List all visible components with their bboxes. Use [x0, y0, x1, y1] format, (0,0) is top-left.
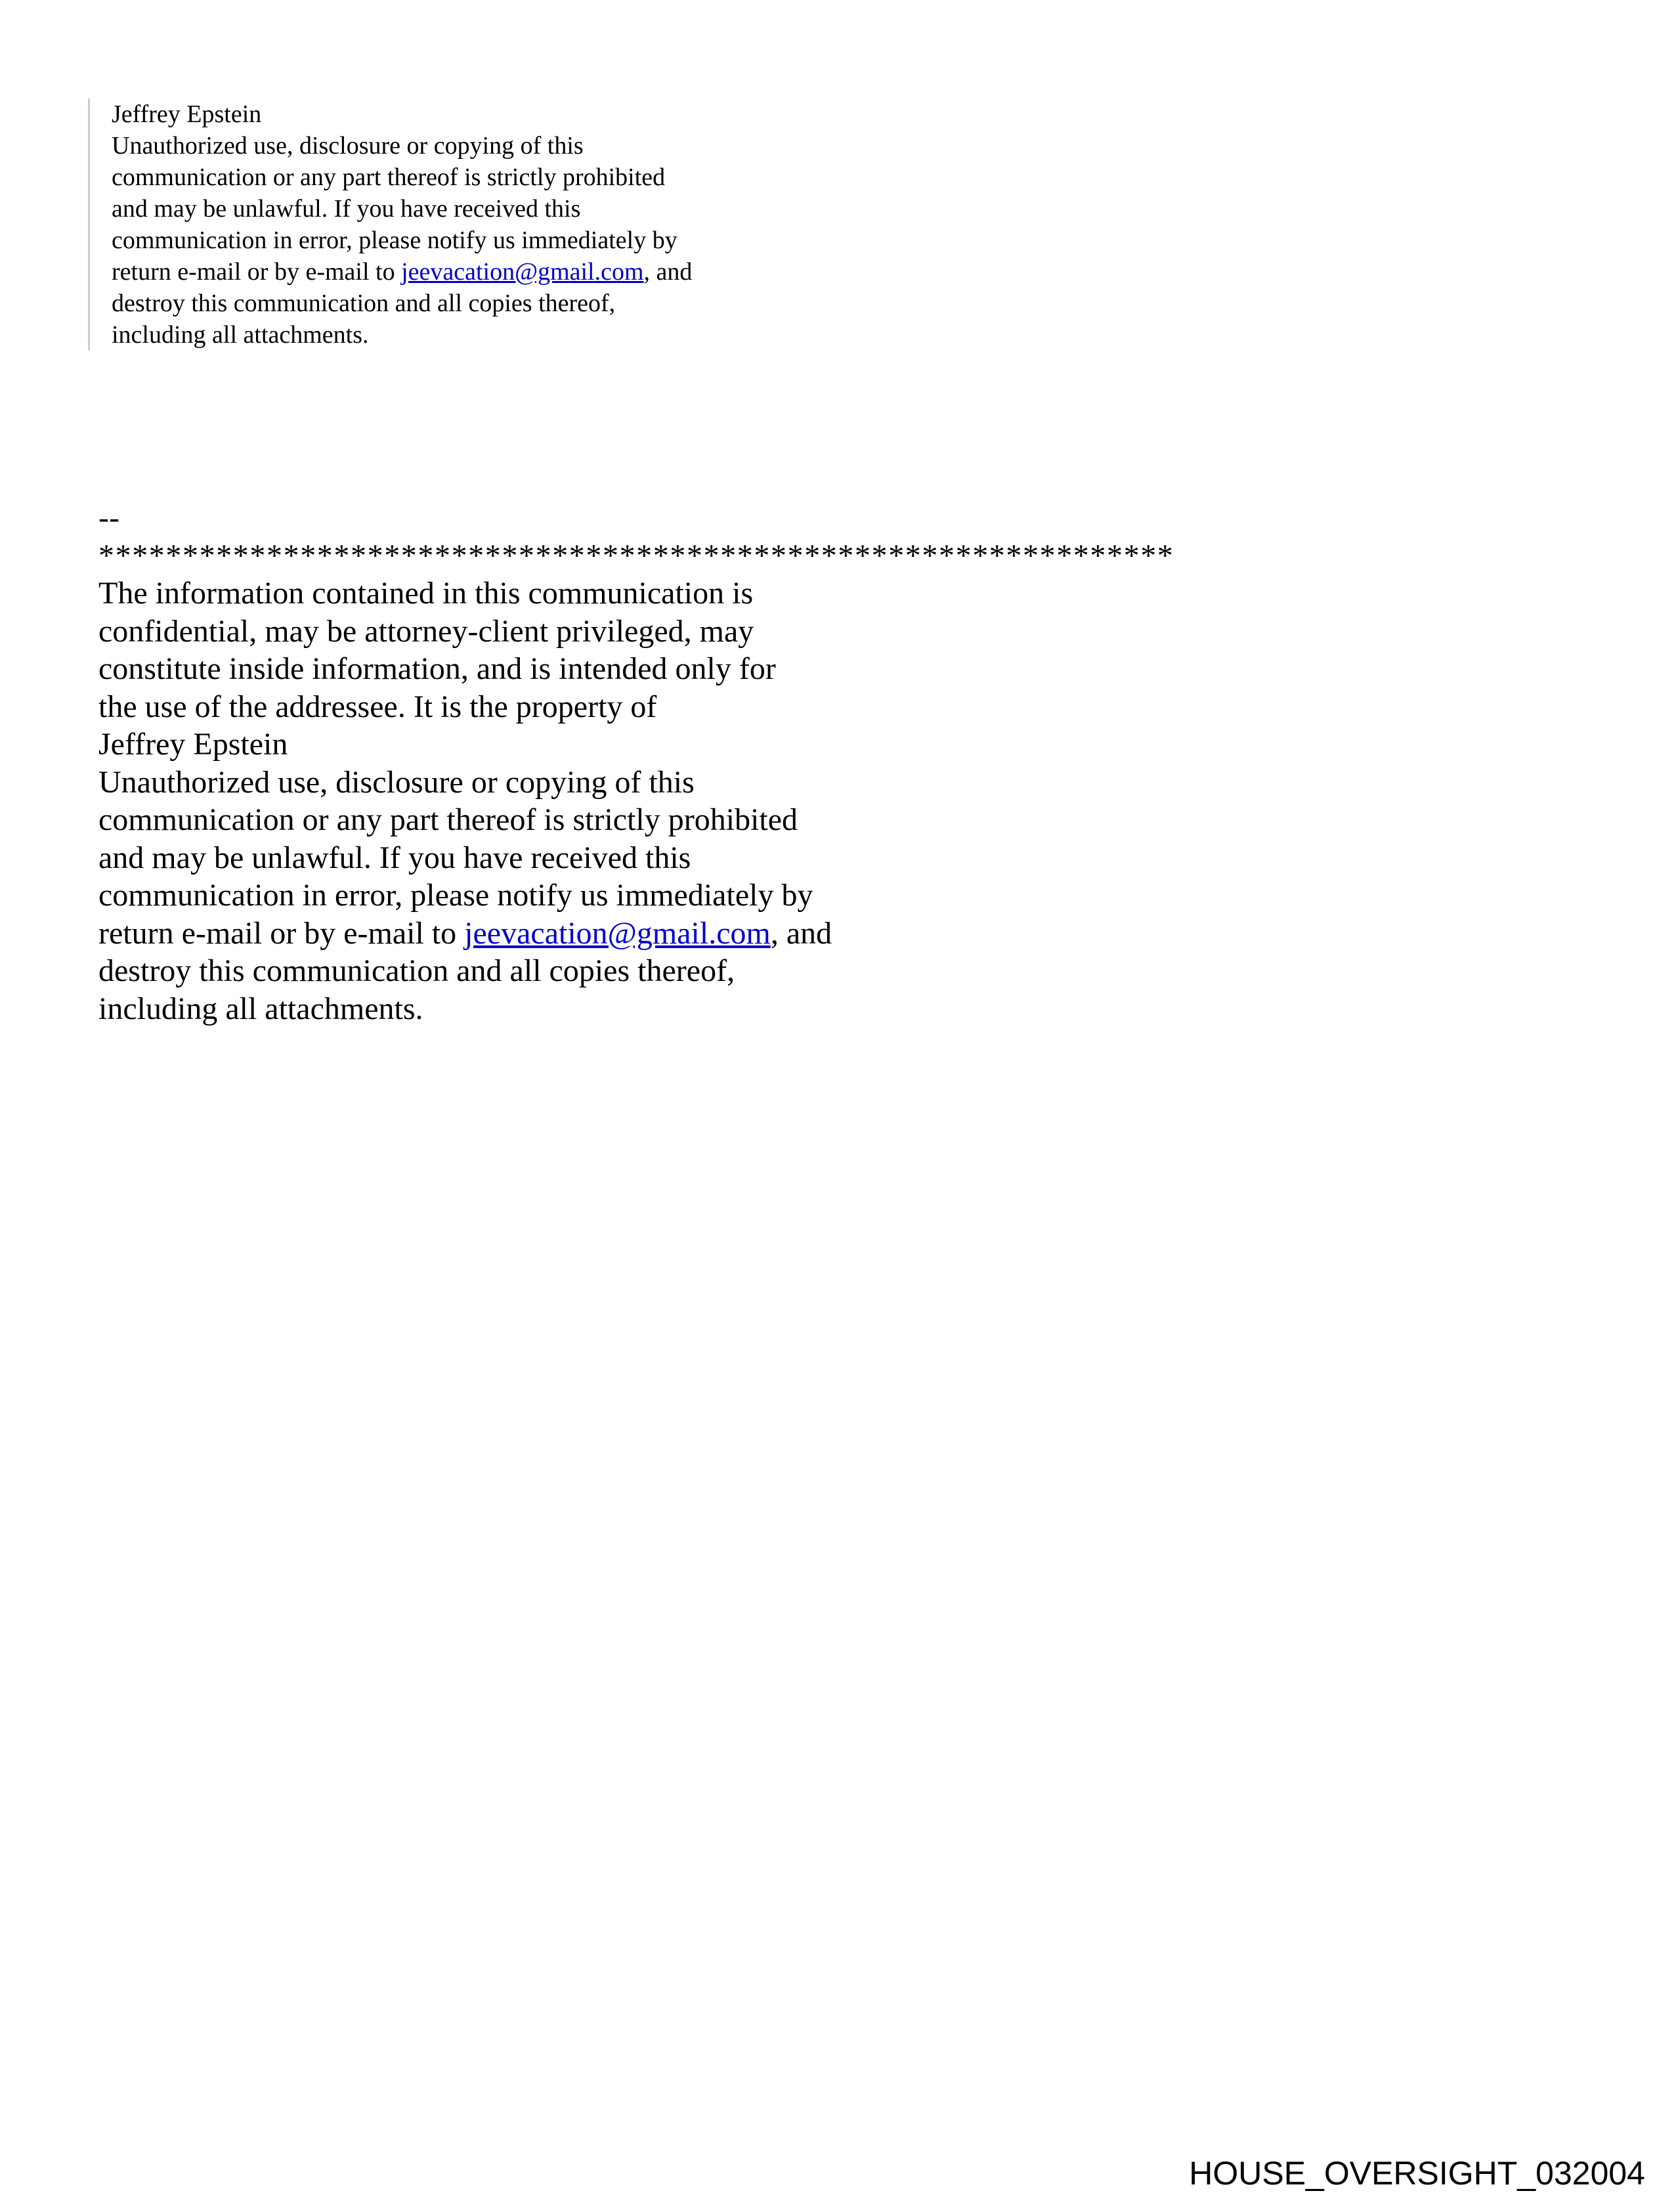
quoted-disclaimer-line: and may be unlawful. If you have received this [112, 195, 581, 223]
bates-number: HOUSE_OVERSIGHT_032004 [1189, 2155, 1645, 2192]
disclaimer-line: including all attachments. [98, 991, 423, 1026]
signature-separator: -- [98, 500, 119, 535]
disclaimer-line: the use of the addressee. It is the property of [98, 689, 657, 724]
quoted-disclaimer-line: including all attachments. [112, 321, 369, 349]
disclaimer-line: destroy this communication and all copies thereof, [98, 953, 735, 988]
disclaimer-line: The information contained in this communication is [98, 576, 754, 611]
quoted-disclaimer-line: destroy this communication and all copies thereof, [112, 290, 616, 317]
email-line-prefix: return e-mail or by e-mail to [98, 915, 465, 951]
email-line-prefix: return e-mail or by e-mail to [112, 258, 402, 286]
disclaimer-line: constitute inside information, and is intended only for [98, 651, 776, 686]
disclaimer-line: communication or any part thereof is strictly prohibited [98, 802, 798, 837]
signature-disclaimer [98, 499, 1174, 1028]
email-line-suffix: , and [770, 915, 832, 951]
disclaimer-line: and may be unlawful. If you have received this [98, 840, 691, 875]
quoted-disclaimer-line: Unauthorized use, disclosure or copying of this [112, 132, 584, 160]
quoted-disclaimer [88, 98, 692, 351]
email-link[interactable]: jeevacation@gmail.com [401, 258, 644, 286]
disclaimer-line: confidential, may be attorney-client privileged, may [98, 613, 754, 649]
email-line-suffix: , and [643, 258, 693, 286]
disclaimer-line: Jeffrey Epstein [98, 727, 288, 762]
disclaimer-line: Unauthorized use, disclosure or copying of this [98, 764, 695, 800]
quoted-disclaimer-line: communication or any part thereof is strictly prohibited [112, 163, 666, 191]
email-link[interactable]: jeevacation@gmail.com [464, 915, 771, 951]
quoted-disclaimer-line: Jeffrey Epstein [112, 100, 262, 128]
disclaimer-email-line [98, 915, 1174, 953]
disclaimer-line: communication in error, please notify us immediately by [98, 878, 813, 913]
quoted-disclaimer-email-line [112, 256, 692, 288]
asterisk-divider: **************************************************************** [98, 538, 1174, 573]
quoted-disclaimer-line: communication in error, please notify us immediately by [112, 227, 677, 254]
